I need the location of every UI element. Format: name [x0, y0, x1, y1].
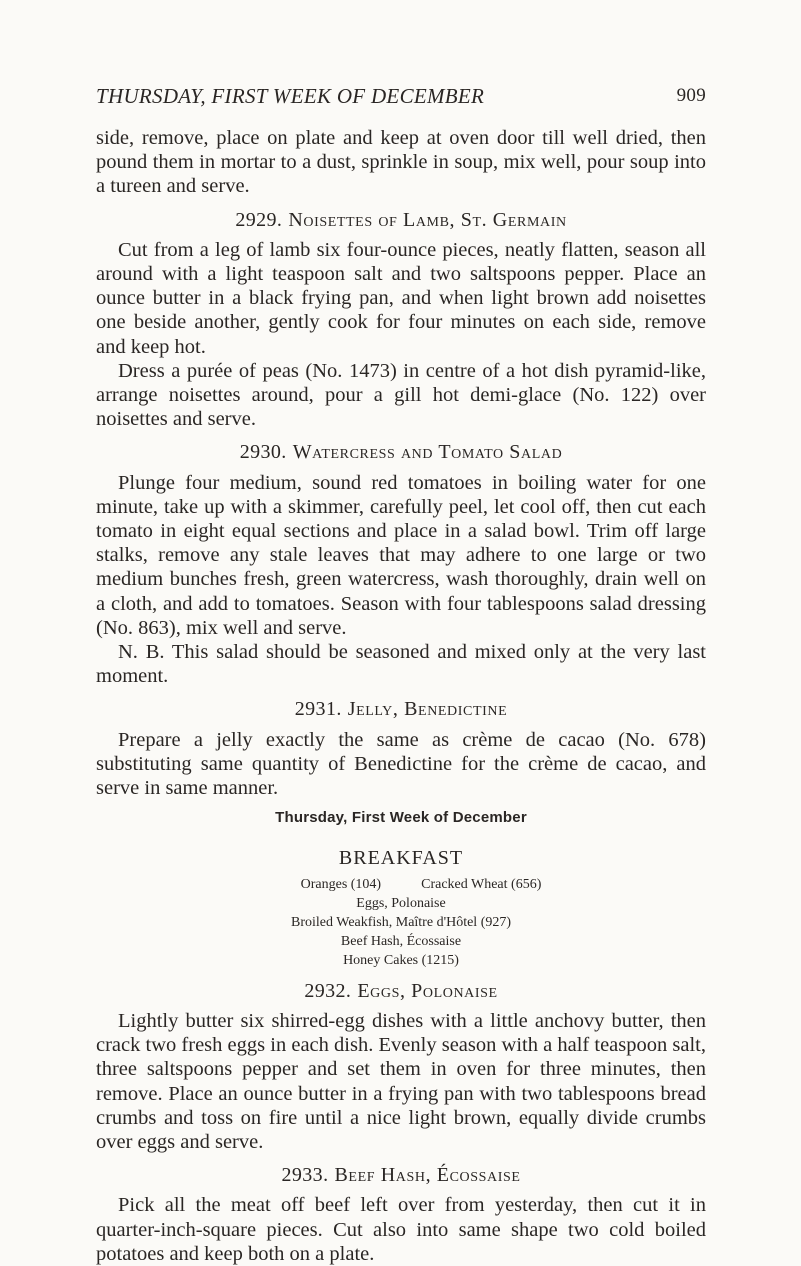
menu-item: Eggs, Polonaise	[356, 895, 446, 911]
recipe-name: Jelly, Benedictine	[347, 698, 508, 721]
recipe-2932-paragraph-1: Lightly butter six shirred-egg dishes with a little anchovy butter, then crack two fresh eggs in each dish. Evenly season with a half teaspoon salt, three saltspoons pepper and set them in oven for three minutes, then remove. Place an ounce butter in a frying pan with two tablespoons bread crumbs and toss on fire until a nice light brown, equally divide crumbs over eggs and serve.	[96, 1009, 706, 1153]
recipe-name: Watercress and Tomato Salad	[292, 441, 563, 464]
recipe-heading-2932	[96, 979, 706, 1003]
menu-item: Oranges (104)	[300, 876, 382, 892]
recipe-number: 2932.	[304, 979, 352, 1002]
menu-item: Cracked Wheat (656)	[421, 876, 542, 892]
recipe-2929-paragraph-1: Cut from a leg of lamb six four-ounce pieces, neatly flatten, season all around with a light teaspoon salt and two saltspoons pepper. Place an ounce butter in a black frying pan, and when light brown add noisettes one beside another, gently cook for four minutes on each side, remove and keep hot.	[96, 238, 706, 358]
recipe-name: Noisettes of Lamb, St. Germain	[288, 208, 567, 231]
running-head	[96, 84, 706, 112]
recipe-number: 2933.	[281, 1164, 329, 1187]
recipe-heading-2929	[96, 208, 706, 232]
day-heading: Thursday, First Week of December	[275, 809, 527, 827]
recipe-number: 2930.	[239, 441, 287, 464]
page-number: 909	[676, 85, 706, 106]
recipe-name: Beef Hash, Écossaise	[334, 1164, 521, 1187]
recipe-heading-2931	[96, 697, 706, 721]
recipe-2931-paragraph-1: Prepare a jelly exactly the same as crème de cacao (No. 678) substituting same quantity of Benedictine for the crème de cacao, and serve in same manner.	[96, 728, 706, 800]
recipe-2929-paragraph-2: Dress a purée of peas (No. 1473) in centre of a hot dish pyramid-like, arrange noisettes around, pour a gill hot demi-glace (No. 122) over noisettes and serve.	[96, 359, 706, 431]
menu-title: BREAKFAST	[338, 847, 464, 870]
recipe-number: 2931.	[294, 698, 342, 721]
recipe-heading-2933	[96, 1163, 706, 1187]
recipe-heading-2930	[96, 440, 706, 464]
menu-row	[96, 875, 706, 894]
recipe-2930-note: N. B. This salad should be seasoned and mixed only at the very last moment.	[96, 641, 706, 688]
recipe-2930-paragraph-1: Plunge four medium, sound red tomatoes in boiling water for one minute, take up with a skimmer, carefully peel, let cool off, then cut each tomato in eight equal sections and place in a salad bowl. Trim off large stalks, remove any stale leaves that may adhere to one large or two medium bunches fresh, green watercress, wash thoroughly, drain well on a cloth, and add to tomatoes. Season with four tablespoons salad dressing (No. 863), mix well and serve.	[96, 471, 706, 639]
recipe-number: 2929.	[235, 208, 283, 231]
running-title: THURSDAY, FIRST WEEK OF DECEMBER	[96, 84, 485, 108]
menu-item: Honey Cakes (1215)	[343, 952, 459, 968]
menu-item: Beef Hash, Écossaise	[340, 933, 462, 949]
recipe-2933-paragraph-1: Pick all the meat off beef left over from yesterday, then cut it in quarter-inch-square pieces. Cut also into same shape two cold boiled potatoes and keep both on a plate.	[96, 1194, 706, 1265]
menu-item: Broiled Weakfish, Maître d'Hôtel (927)	[290, 914, 512, 930]
recipe-name: Eggs, Polonaise	[357, 979, 498, 1002]
page-content	[96, 126, 706, 1266]
continuation-paragraph: side, remove, place on plate and keep at oven door till well dried, then pound them in mortar to a dust, sprinkle in soup, mix well, pour soup into a tureen and serve.	[96, 127, 706, 198]
breakfast-menu	[96, 875, 706, 970]
